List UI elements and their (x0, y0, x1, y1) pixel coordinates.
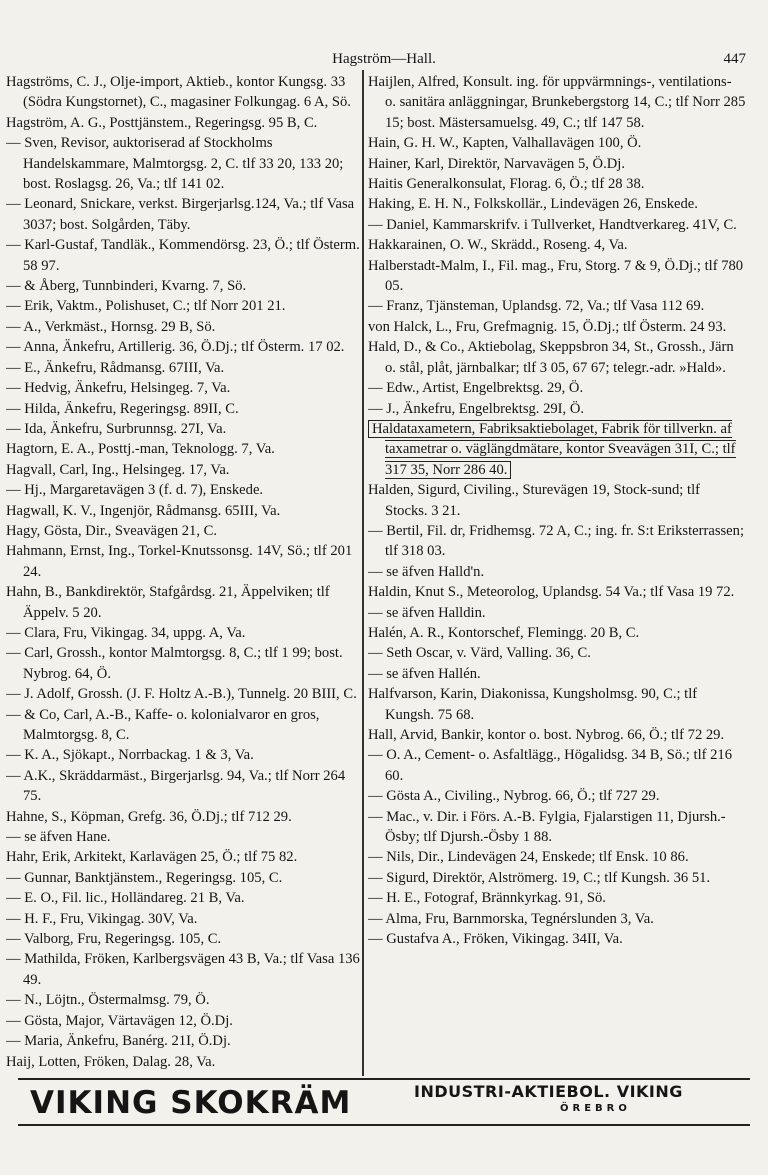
directory-entry: Hain, G. H. W., Kapten, Valhallavägen 100, Ö. (368, 135, 642, 152)
directory-entry: — Franz, Tjänsteman, Uplandsg. 72, Va.; tlf Vasa 112 69. (368, 298, 705, 315)
left-column (6, 72, 360, 1074)
directory-entry: — & Co, Carl, A.-B., Kaffe- o. kolonialvaror en gros, Malmtorgsg. 8, C. (6, 706, 320, 743)
directory-entry: — Sven, Revisor, auktoriserad af Stockholms Handelskammare, Malmtorgsg. 2, C. tlf 33 20, 133 20; bost. Roslagsg. 26, Va.; tlf 141 02. (6, 135, 344, 193)
footer-rule-top (18, 1078, 750, 1080)
directory-entry: Hahn, B., Bankdirektör, Stafgårdsg. 21, Äppelviken; tlf Äppelv. 5 20. (6, 584, 330, 621)
directory-entry: — Daniel, Kammarskrifv. i Tullverket, Handtverkareg. 41V, C. (368, 216, 737, 233)
directory-entry: — Gustafva A., Fröken, Vikingag. 34II, Va. (368, 931, 623, 948)
directory-entry: — Sigurd, Direktör, Alströmerg. 19, C.; tlf Kungsh. 36 51. (368, 869, 711, 886)
directory-entry: — H. E., Fotograf, Brännkyrkag. 91, Sö. (368, 890, 606, 907)
directory-entry: — Valborg, Fru, Regeringsg. 105, C. (6, 931, 222, 948)
directory-entry: — E., Änkefru, Rådmansg. 67III, Va. (6, 359, 225, 376)
directory-entry: — H. F., Fru, Vikingag. 30V, Va. (6, 910, 198, 927)
right-column (368, 72, 746, 1074)
directory-entry: — A.K., Skräddarmäst., Birgerjarlsg. 94, Va.; tlf Norr 264 75. (6, 767, 346, 805)
directory-entry: Halén, A. R., Kontorschef, Flemingg. 20 B, C. (368, 624, 640, 641)
directory-entry: Hahmann, Ernst, Ing., Torkel-Knutssonsg. 14V, Sö.; tlf 201 24. (6, 543, 353, 580)
directory-entry: Halberstadt-Malm, I., Fil. mag., Fru, Storg. 7 & 9, Ö.Dj.; tlf 780 05. (368, 257, 744, 295)
directory-entry: — Ida, Änkefru, Surbrunnsg. 27I, Va. (6, 420, 227, 437)
directory-entry: — Alma, Fru, Barnmorska, Tegnérslunden 3, Va. (368, 910, 654, 927)
footer-rule-bottom (18, 1124, 750, 1126)
footer-advertisement (0, 1078, 768, 1126)
ad-brand-name: VIKING SKOKRÄM (30, 1085, 352, 1121)
directory-entry: — Carl, Grossh., kontor Malmtorgsg. 8, C.; tlf 1 99; bost. Nybrog. 64, Ö. (6, 645, 343, 682)
directory-entry: — Gösta, Major, Värtavägen 12, Ö.Dj. (6, 1012, 233, 1029)
directory-entry: — Bertil, Fil. dr, Fridhemsg. 72 A, C.; ing. fr. S:t Eriksterrassen; tlf 318 03. (368, 522, 745, 560)
page-number: 447 (723, 51, 746, 67)
directory-entry: — Nils, Dir., Lindevägen 24, Enskede; tlf Ensk. 10 86. (368, 849, 689, 866)
directory-entry: — K. A., Sjökapt., Norrbackag. 1 & 3, Va. (6, 747, 254, 764)
directory-entry: — Maria, Änkefru, Banérg. 21I, Ö.Dj. (6, 1033, 231, 1050)
directory-entry: Hall, Arvid, Bankir, kontor o. bost. Nybrog. 66, Ö.; tlf 72 29. (368, 727, 725, 743)
directory-entry: Hainer, Karl, Direktör, Narvavägen 5, Ö.Dj. (368, 155, 625, 172)
directory-entry: von Halck, L., Fru, Grefmagnig. 15, Ö.Dj.; tlf Österm. 24 93. (368, 318, 727, 335)
ad-city: ÖREBRO (560, 1103, 631, 1114)
directory-entry: — Clara, Fru, Vikingag. 34, uppg. A, Va. (6, 624, 246, 641)
directory-entry: Hagström, A. G., Posttjänstem., Regeringsg. 95 B, C. (6, 114, 318, 131)
directory-entry: — se äfven Hane. (6, 829, 111, 846)
directory-entry: — Edw., Artist, Engelbrektsg. 29, Ö. (368, 380, 584, 397)
directory-entry: Halden, Sigurd, Civiling., Sturevägen 19, Stock-sund; tlf Stocks. 3 21. (368, 482, 700, 519)
directory-entry: Hagströms, C. J., Olje-import, Aktieb., kontor Kungsg. 33 (Södra Kungstornet), C., magasiner Folkungag. 6 A, Sö. (6, 74, 351, 111)
directory-entry: — Hilda, Änkefru, Regeringsg. 89II, C. (6, 400, 239, 417)
boxed-entry-text: Haldataxametern, Fabriksaktiebolaget, Fabrik för tillverkn. af taxametrar o. väglängdmätare, kontor Sveavägen 31I, C.; tlf 317 35, Norr 286 40. (368, 420, 736, 479)
directory-entry: — Seth Oscar, v. Värd, Valling. 36, C. (368, 645, 591, 662)
running-title: Hagström—Hall. (332, 51, 436, 67)
directory-entry: Hahr, Erik, Arkitekt, Karlavägen 25, Ö.; tlf 75 82. (6, 849, 298, 866)
directory-entry: Hald, D., & Co., Aktiebolag, Skeppsbron 34, St., Grossh., Järn o. stål, plåt, järnbalkar; tlf 3 05, 67 67; telegr.-adr. »Hald». (368, 339, 734, 376)
directory-entry: — E. O., Fil. lic., Holländareg. 21 B, Va. (6, 890, 245, 907)
directory-entry: — J. Adolf, Grossh. (J. F. Holtz A.-B.), Tunnelg. 20 BIII, C. (6, 686, 357, 703)
directory-entry: Haij, Lotten, Fröken, Dalag. 28, Va. (6, 1053, 216, 1070)
directory-entry: — Erik, Vaktm., Polishuset, C.; tlf Norr 201 21. (6, 298, 286, 315)
directory-entry: — Anna, Änkefru, Artillerig. 36, Ö.Dj.; tlf Österm. 17 02. (6, 339, 345, 356)
directory-entry: — Mathilda, Fröken, Karlbergsvägen 43 B, Va.; tlf Vasa 136 49. (6, 951, 360, 988)
directory-entry: — Karl-Gustaf, Tandläk., Kommendörsg. 23, Ö.; tlf Österm. 58 97. (6, 237, 360, 274)
directory-entry: — se äfven Halld'n. (368, 563, 485, 580)
directory-entry: — J., Änkefru, Engelbrektsg. 29I, Ö. (368, 400, 585, 417)
directory-entry: Hagvall, Carl, Ing., Helsingeg. 17, Va. (6, 461, 230, 478)
directory-entry: Haldin, Knut S., Meteorolog, Uplandsg. 54 Va.; tlf Vasa 19 72. (368, 584, 735, 601)
column-divider (362, 70, 364, 1076)
directory-entry: — se äfven Hallén. (368, 665, 481, 682)
directory-entry: Haitis Generalkonsulat, Florag. 6, Ö.; tlf 28 38. (368, 176, 645, 193)
directory-entry: — A., Verkmäst., Hornsg. 29 B, Sö. (6, 318, 216, 335)
directory-entry: — Hedvig, Änkefru, Helsingeg. 7, Va. (6, 380, 231, 397)
directory-entry: Hagy, Gösta, Dir., Sveavägen 21, C. (6, 522, 218, 539)
directory-entry: — Hj., Margaretavägen 3 (f. d. 7), Enskede. (6, 482, 264, 499)
directory-entry: — Mac., v. Dir. i Förs. A.-B. Fylgia, Fjalarstigen 11, Djursh.-Ösby; tlf Djursh.-Ösby 1 88. (368, 808, 726, 846)
directory-entry: Haking, E. H. N., Folkskollär., Lindevägen 26, Enskede. (368, 196, 698, 213)
page-header (0, 48, 768, 70)
directory-entry: — O. A., Cement- o. Asfaltlägg., Högalidsg. 34 B, Sö.; tlf 216 60. (368, 747, 733, 784)
directory-entry: — se äfven Halldin. (368, 604, 486, 621)
directory-entry: Haijlen, Alfred, Konsult. ing. för uppvärmnings-, ventilations- o. sanitära anläggningar, Brunkebergstorg 14, C.; tlf Norr 285 15; bost. Mästersamuelsg. 49, C.; tlf 147 58. (368, 74, 746, 131)
directory-entry (368, 419, 746, 480)
directory-entry: Hagwall, K. V., Ingenjör, Rådmansg. 65III, Va. (6, 502, 281, 519)
directory-entry: — & Åberg, Tunnbinderi, Kvarng. 7, Sö. (6, 278, 247, 295)
directory-entry: — Leonard, Snickare, verkst. Birgerjarlsg.124, Va.; tlf Vasa 3037; bost. Solgården, Täby. (6, 196, 355, 233)
directory-entry: — N., Löjtn., Östermalmsg. 79, Ö. (6, 992, 210, 1009)
directory-entry: — Gösta A., Civiling., Nybrog. 66, Ö.; tlf 727 29. (368, 788, 660, 805)
directory-entry: — Gunnar, Banktjänstem., Regeringsg. 105, C. (6, 869, 283, 886)
directory-entry: Hakkarainen, O. W., Skrädd., Roseng. 4, Va. (368, 237, 628, 254)
directory-entry: Halfvarson, Karin, Diakonissa, Kungsholmsg. 90, C.; tlf Kungsh. 75 68. (368, 686, 698, 723)
directory-entry: Hahne, S., Köpman, Grefg. 36, Ö.Dj.; tlf 712 29. (6, 808, 292, 825)
ad-company-name: INDUSTRI-AKTIEBOL. VIKING (414, 1082, 683, 1101)
directory-entry: Hagtorn, E. A., Posttj.-man, Teknologg. 7, Va. (6, 441, 275, 458)
